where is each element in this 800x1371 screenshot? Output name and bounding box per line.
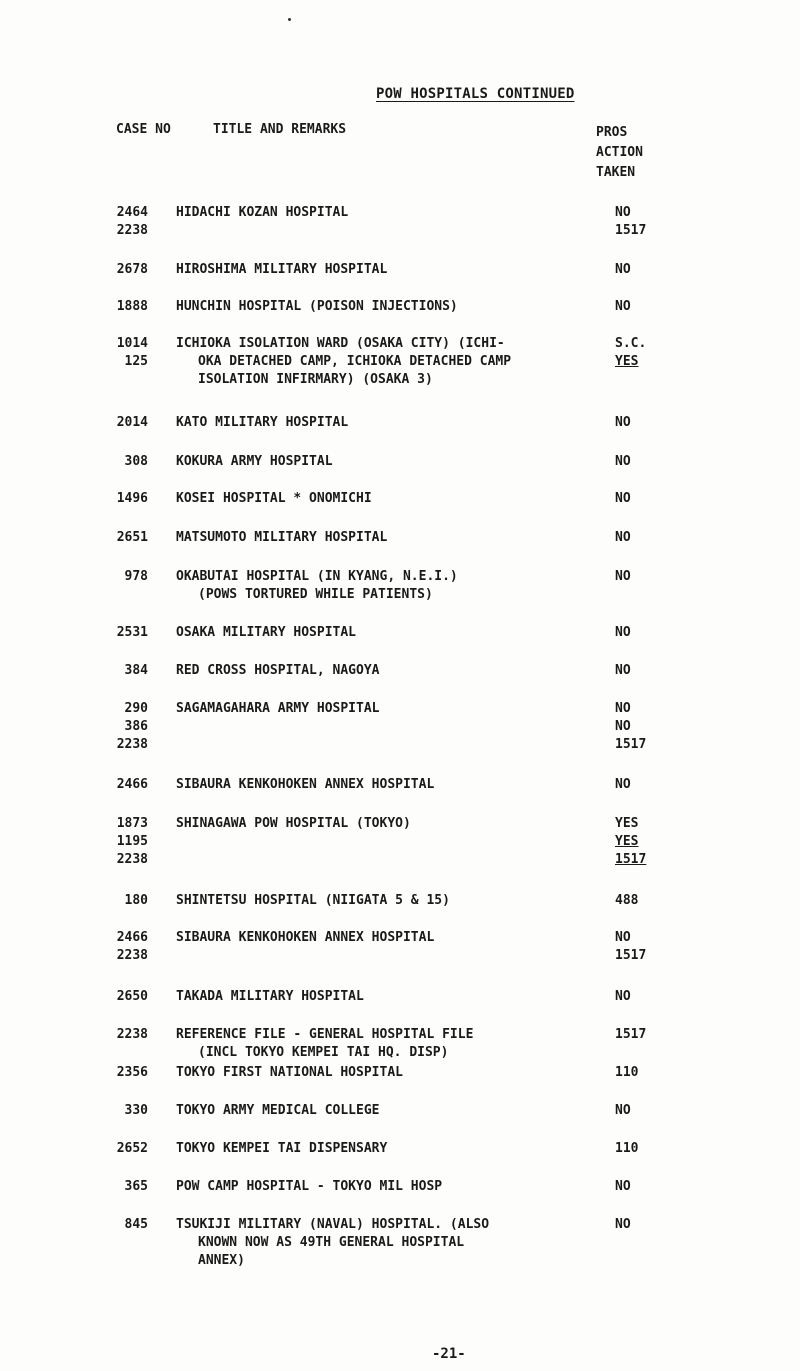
entry-title xyxy=(176,1102,380,1120)
header-case-no: CASE NO xyxy=(116,122,171,137)
entry-title xyxy=(176,1140,387,1158)
title-line: ANNEX) xyxy=(198,1253,245,1268)
action-value: S.C. xyxy=(615,336,647,351)
action-value: NO xyxy=(615,930,631,945)
entry-title xyxy=(176,929,434,947)
case-number: 365 xyxy=(124,1179,148,1194)
action-value: NO xyxy=(615,989,631,1004)
case-numbers xyxy=(125,1216,148,1234)
page-title: POW HOSPITALS CONTINUED xyxy=(376,86,575,102)
entry-title xyxy=(176,1026,473,1062)
action-value: NO xyxy=(615,299,631,314)
pros-action xyxy=(615,662,631,680)
case-number: 2650 xyxy=(116,989,148,1004)
case-number: 2014 xyxy=(116,415,148,430)
case-numbers xyxy=(117,414,148,432)
entry-title xyxy=(176,298,458,316)
entry-title xyxy=(176,1064,403,1082)
action-value: 1517 xyxy=(615,852,647,867)
case-number: 2531 xyxy=(116,625,148,640)
action-value: 1517 xyxy=(615,1027,647,1042)
pros-action xyxy=(615,700,646,754)
title-line: REFERENCE FILE - GENERAL HOSPITAL FILE xyxy=(176,1027,474,1042)
case-numbers xyxy=(117,988,148,1006)
pros-action xyxy=(615,335,646,371)
case-numbers xyxy=(117,204,148,240)
case-number: 290 xyxy=(124,701,148,716)
case-number: 2238 xyxy=(116,223,148,238)
title-line: OKA DETACHED CAMP, ICHIOKA DETACHED CAMP xyxy=(198,354,512,369)
case-numbers xyxy=(117,261,148,279)
pros-action xyxy=(615,1178,631,1196)
title-line: (INCL TOKYO KEMPEI TAI HQ. DISP) xyxy=(198,1045,449,1060)
title-line: SIBAURA KENKOHOKEN ANNEX HOSPITAL xyxy=(176,777,435,792)
pros-action xyxy=(615,490,631,508)
action-value: 1517 xyxy=(615,737,647,752)
entry-title xyxy=(176,988,364,1006)
pros-action xyxy=(615,568,631,586)
case-numbers xyxy=(125,453,148,471)
case-number: 1014 xyxy=(116,336,148,351)
case-number: 2466 xyxy=(116,777,148,792)
case-number: 2238 xyxy=(116,852,148,867)
action-value: NO xyxy=(615,262,631,277)
title-line: HIDACHI KOZAN HOSPITAL xyxy=(176,205,349,220)
action-value: YES xyxy=(615,834,639,849)
entry-title xyxy=(176,892,450,910)
entry-title xyxy=(176,815,411,833)
case-number: 2464 xyxy=(116,205,148,220)
entry-title xyxy=(176,414,348,432)
action-value: 110 xyxy=(615,1141,639,1156)
action-value: NO xyxy=(615,719,631,734)
case-number: 978 xyxy=(124,569,148,584)
pros-action xyxy=(615,204,646,240)
pros-action xyxy=(615,261,631,279)
case-number: 125 xyxy=(124,354,148,369)
entry-title xyxy=(176,1216,489,1270)
header-title-remarks: TITLE AND REMARKS xyxy=(213,122,347,137)
pros-action xyxy=(615,776,631,794)
action-value: NO xyxy=(615,205,631,220)
pros-action xyxy=(615,1064,638,1082)
title-line: TOKYO FIRST NATIONAL HOSPITAL xyxy=(176,1065,403,1080)
title-line: SHINAGAWA POW HOSPITAL (TOKYO) xyxy=(176,816,411,831)
title-line: SAGAMAGAHARA ARMY HOSPITAL xyxy=(176,701,380,716)
title-line: HUNCHIN HOSPITAL (POISON INJECTIONS) xyxy=(176,299,458,314)
entry-title xyxy=(176,335,511,389)
case-number: 2238 xyxy=(116,1027,148,1042)
case-number: 2238 xyxy=(116,948,148,963)
title-line: TOKYO ARMY MEDICAL COLLEGE xyxy=(176,1103,380,1118)
title-line: TSUKIJI MILITARY (NAVAL) HOSPITAL. (ALSO xyxy=(176,1217,490,1232)
action-value: NO xyxy=(615,663,631,678)
title-line: (POWS TORTURED WHILE PATIENTS) xyxy=(198,587,433,602)
title-line: KATO MILITARY HOSPITAL xyxy=(176,415,349,430)
entry-title xyxy=(176,662,380,680)
case-numbers xyxy=(125,892,148,910)
title-line: KOKURA ARMY HOSPITAL xyxy=(176,454,333,469)
action-value: NO xyxy=(615,1103,631,1118)
page-number: -21- xyxy=(432,1346,466,1362)
pros-action xyxy=(615,1140,638,1158)
case-number: 180 xyxy=(124,893,148,908)
pros-action xyxy=(615,988,631,1006)
action-value: YES xyxy=(615,816,639,831)
case-number: 1496 xyxy=(116,491,148,506)
case-numbers xyxy=(117,776,148,794)
header-pros-line: ACTION xyxy=(596,145,643,160)
title-line: SHINTETSU HOSPITAL (NIIGATA 5 & 15) xyxy=(176,893,450,908)
action-value: YES xyxy=(615,354,639,369)
case-numbers xyxy=(117,929,148,965)
pros-action xyxy=(615,529,631,547)
case-numbers xyxy=(125,662,148,680)
title-line: TOKYO KEMPEI TAI DISPENSARY xyxy=(176,1141,388,1156)
action-value: NO xyxy=(615,569,631,584)
pros-action xyxy=(615,815,646,869)
case-number: 845 xyxy=(124,1217,148,1232)
case-number: 1888 xyxy=(116,299,148,314)
pros-action xyxy=(615,1216,631,1234)
action-value: NO xyxy=(615,491,631,506)
case-number: 2652 xyxy=(116,1141,148,1156)
pros-action xyxy=(615,1102,631,1120)
action-value: 1517 xyxy=(615,223,647,238)
case-numbers xyxy=(117,700,148,754)
case-numbers xyxy=(117,529,148,547)
case-numbers xyxy=(117,624,148,642)
title-line: RED CROSS HOSPITAL, NAGOYA xyxy=(176,663,380,678)
action-value: NO xyxy=(615,701,631,716)
action-value: 488 xyxy=(615,893,639,908)
action-value: 110 xyxy=(615,1065,639,1080)
title-line: HIROSHIMA MILITARY HOSPITAL xyxy=(176,262,388,277)
case-number: 308 xyxy=(124,454,148,469)
case-number: 2466 xyxy=(116,930,148,945)
header-pros-line: TAKEN xyxy=(596,165,636,180)
action-value: 1517 xyxy=(615,948,647,963)
pros-action xyxy=(615,414,631,432)
case-numbers xyxy=(117,1064,148,1082)
pros-action xyxy=(615,1026,646,1044)
case-numbers xyxy=(125,1178,148,1196)
case-number: 1195 xyxy=(116,834,148,849)
entry-title xyxy=(176,204,348,222)
case-numbers xyxy=(117,1140,148,1158)
case-number: 1873 xyxy=(116,816,148,831)
title-line: POW CAMP HOSPITAL - TOKYO MIL HOSP xyxy=(176,1179,443,1194)
case-number: 2678 xyxy=(116,262,148,277)
action-value: NO xyxy=(615,454,631,469)
title-line: OSAKA MILITARY HOSPITAL xyxy=(176,625,357,640)
case-numbers xyxy=(117,298,148,316)
pros-action xyxy=(615,892,638,910)
entry-title xyxy=(176,624,356,642)
action-value: NO xyxy=(615,1179,631,1194)
header-pros-line: PROS xyxy=(596,125,628,140)
ink-speck xyxy=(288,18,291,21)
case-numbers xyxy=(117,815,148,869)
entry-title xyxy=(176,568,458,604)
title-line: KNOWN NOW AS 49TH GENERAL HOSPITAL xyxy=(198,1235,465,1250)
action-value: NO xyxy=(615,625,631,640)
title-line: ISOLATION INFIRMARY) (OSAKA 3) xyxy=(198,372,433,387)
case-numbers xyxy=(125,568,148,586)
action-value: NO xyxy=(615,777,631,792)
entry-title xyxy=(176,1178,442,1196)
case-number: 2651 xyxy=(116,530,148,545)
action-value: NO xyxy=(615,530,631,545)
pros-action xyxy=(615,929,646,965)
action-value: NO xyxy=(615,415,631,430)
entry-title xyxy=(176,490,372,508)
case-numbers xyxy=(125,1102,148,1120)
header-pros-action xyxy=(596,123,643,183)
entry-title xyxy=(176,261,387,279)
action-value: NO xyxy=(615,1217,631,1232)
title-line: MATSUMOTO MILITARY HOSPITAL xyxy=(176,530,388,545)
entry-title xyxy=(176,453,333,471)
title-line: KOSEI HOSPITAL * ONOMICHI xyxy=(176,491,372,506)
title-line: ICHIOKA ISOLATION WARD (OSAKA CITY) (ICHI- xyxy=(176,336,505,351)
case-number: 330 xyxy=(124,1103,148,1118)
entry-title xyxy=(176,529,387,547)
entry-title xyxy=(176,776,434,794)
case-number: 386 xyxy=(124,719,148,734)
case-number: 2238 xyxy=(116,737,148,752)
entry-title xyxy=(176,700,380,718)
title-line: SIBAURA KENKOHOKEN ANNEX HOSPITAL xyxy=(176,930,435,945)
case-numbers xyxy=(117,490,148,508)
title-line: TAKADA MILITARY HOSPITAL xyxy=(176,989,364,1004)
case-number: 384 xyxy=(124,663,148,678)
case-numbers xyxy=(117,1026,148,1044)
pros-action xyxy=(615,453,631,471)
case-numbers xyxy=(117,335,148,371)
pros-action xyxy=(615,298,631,316)
case-number: 2356 xyxy=(116,1065,148,1080)
pros-action xyxy=(615,624,631,642)
title-line: OKABUTAI HOSPITAL (IN KYANG, N.E.I.) xyxy=(176,569,458,584)
